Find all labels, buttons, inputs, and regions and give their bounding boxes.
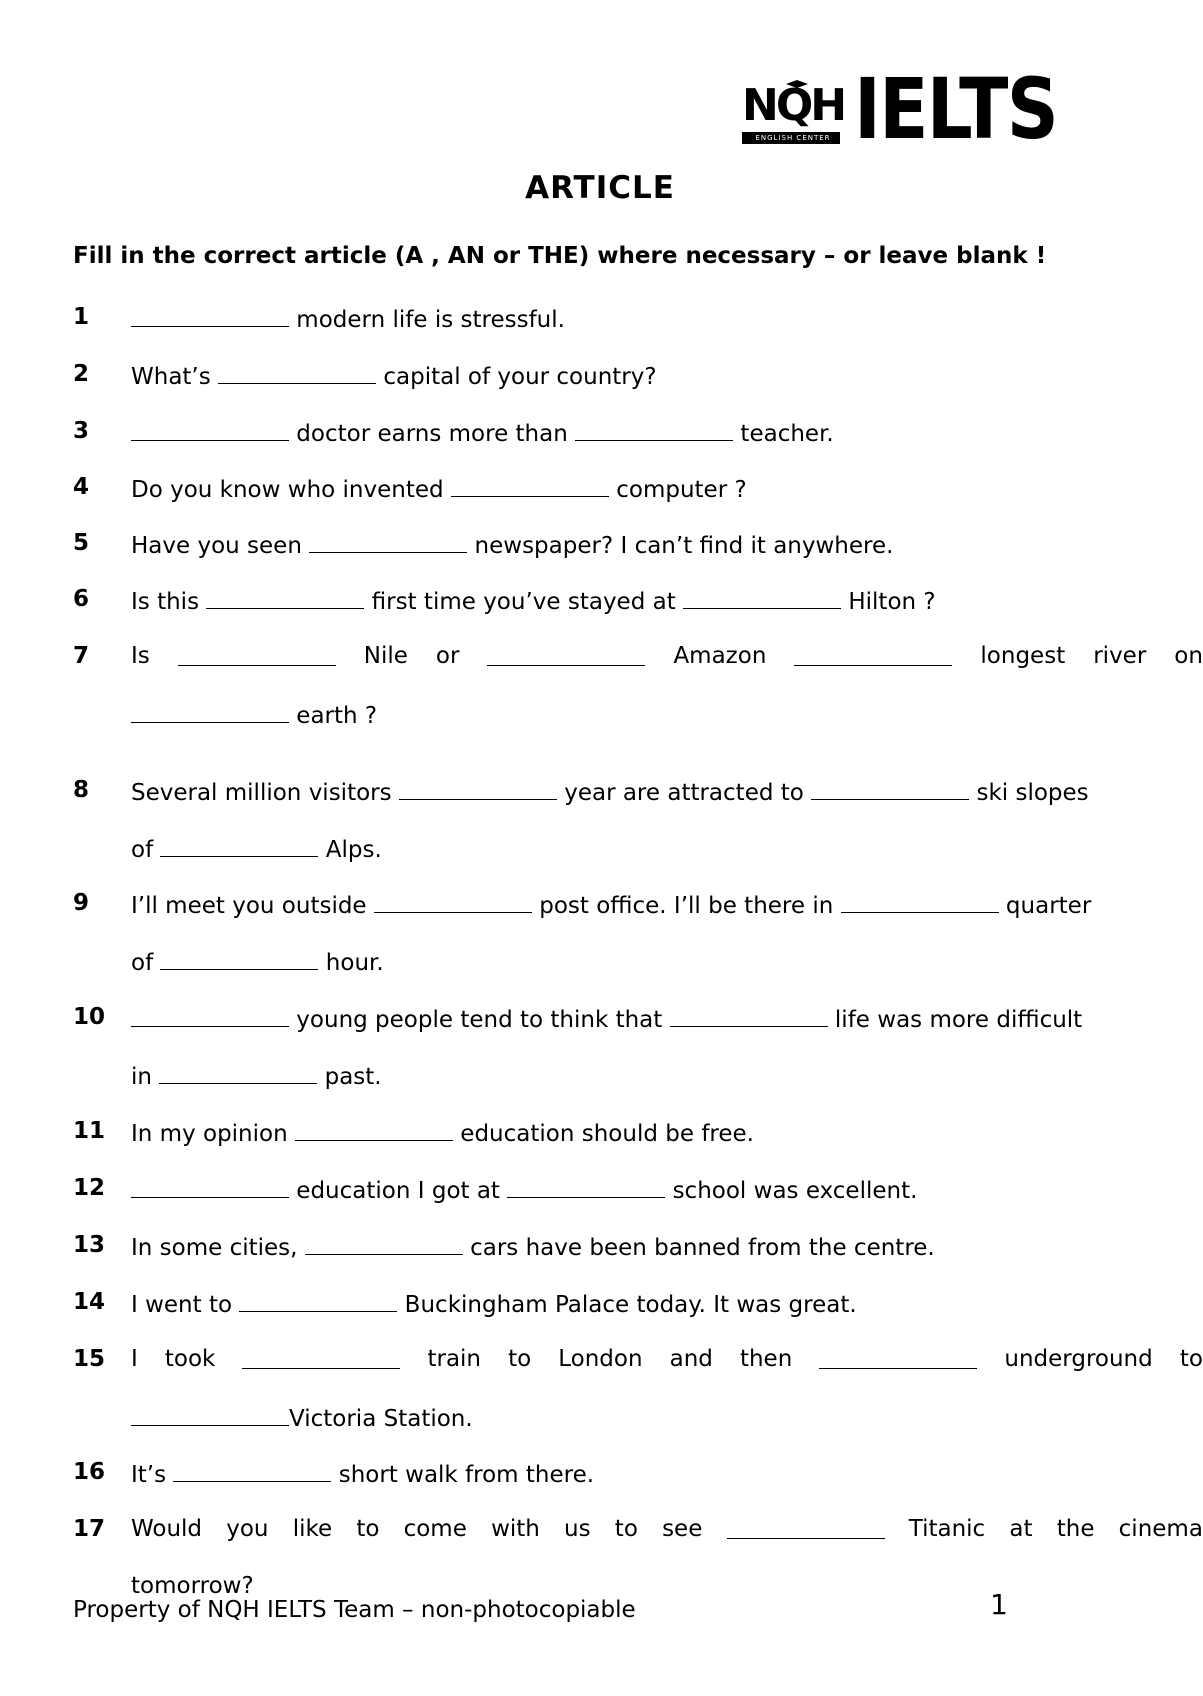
question-text: first time you’ve stayed at (364, 589, 684, 615)
question-number: 11 (73, 1118, 106, 1144)
instruction: Fill in the correct article (A , AN or THE) where necessary – or leave blank ! (73, 243, 1047, 269)
question-text: In my opinion (131, 1121, 295, 1147)
question-line (131, 834, 1203, 863)
question-number: 3 (73, 418, 90, 444)
question-text: train (427, 1346, 482, 1372)
question-line (131, 777, 1203, 806)
answer-blank[interactable] (487, 643, 645, 666)
question-text: and (669, 1346, 713, 1372)
question-text: you (226, 1516, 269, 1542)
question-text: I (131, 1346, 138, 1372)
question-text: life was more difficult (827, 1007, 1083, 1033)
answer-blank[interactable] (811, 777, 969, 800)
question-text: took (164, 1346, 216, 1372)
question-text: newspaper? I can’t find it anywhere. (467, 533, 894, 559)
answer-blank[interactable] (206, 586, 364, 609)
answer-blank[interactable] (160, 834, 318, 857)
question-text: river (1093, 643, 1147, 669)
answer-blank[interactable] (131, 418, 289, 441)
question-line (131, 304, 1203, 333)
question-text: school was excellent. (665, 1178, 918, 1204)
answer-blank[interactable] (131, 1403, 289, 1426)
question-text: Is (131, 643, 150, 669)
question-number: 8 (73, 777, 90, 803)
answer-blank[interactable] (819, 1346, 977, 1369)
question-text: at (1009, 1516, 1033, 1542)
question-number: 13 (73, 1232, 106, 1258)
question-number: 5 (73, 530, 90, 556)
answer-blank[interactable] (670, 1004, 828, 1027)
question-text: post office. I’ll be there in (531, 893, 841, 919)
page-title: ARTICLE (525, 170, 675, 206)
question-text: It’s (131, 1462, 174, 1488)
answer-blank[interactable] (841, 890, 999, 913)
question-line (131, 1289, 1203, 1318)
question-line (131, 418, 1203, 447)
question-text: modern life is stressful. (289, 307, 565, 333)
question-line (131, 1004, 1203, 1033)
question-text: us (564, 1516, 591, 1542)
question-line (131, 1573, 1203, 1599)
question-line (131, 643, 1203, 669)
question-text: to (356, 1516, 380, 1542)
question-line (131, 1232, 1203, 1261)
question-text: on (1174, 643, 1203, 669)
question-text: doctor earns more than (289, 421, 576, 447)
question-text: In some cities, (131, 1235, 305, 1261)
question-text: see (662, 1516, 703, 1542)
question-text: the (1056, 1516, 1095, 1542)
question-text: year are attracted to (556, 780, 812, 806)
question-text: to (614, 1516, 638, 1542)
answer-blank[interactable] (794, 643, 952, 666)
question-number: 14 (73, 1289, 106, 1315)
question-text: hour. (318, 950, 384, 976)
question-text: Do you know who invented (131, 477, 451, 503)
question-text: young people tend to think that (289, 1007, 670, 1033)
answer-blank[interactable] (451, 474, 609, 497)
question-number: 9 (73, 890, 90, 916)
question-text: of (131, 950, 161, 976)
question-text: like (292, 1516, 333, 1542)
question-line (131, 1175, 1203, 1204)
question-line (131, 474, 1203, 503)
question-text: quarter (998, 893, 1092, 919)
answer-blank[interactable] (239, 1289, 397, 1312)
answer-blank[interactable] (295, 1118, 453, 1141)
question-text: I went to (131, 1292, 240, 1318)
question-text: Is this (131, 589, 207, 615)
question-text: I’ll meet you outside (131, 893, 374, 919)
answer-blank[interactable] (399, 777, 557, 800)
answer-blank[interactable] (218, 361, 376, 384)
question-text: of (131, 837, 161, 863)
ielts-wordmark: IELTS (854, 60, 1058, 158)
question-number: 1 (73, 304, 90, 330)
answer-blank[interactable] (160, 947, 318, 970)
question-text: capital of your country? (376, 364, 657, 390)
question-text: past. (317, 1064, 382, 1090)
question-number: 7 (73, 643, 90, 669)
question-text: tomorrow? (131, 1573, 254, 1599)
question-line (131, 361, 1203, 390)
question-text: Alps. (318, 837, 382, 863)
question-text: underground (1004, 1346, 1153, 1372)
answer-blank[interactable] (683, 586, 841, 609)
question-text: short walk from there. (331, 1462, 595, 1488)
question-text: Several million visitors (131, 780, 399, 806)
question-number: 4 (73, 474, 90, 500)
answer-blank[interactable] (159, 1061, 317, 1084)
question-text: Have you seen (131, 533, 310, 559)
page-number: 1 (990, 1588, 1008, 1621)
question-text: education I got at (289, 1178, 508, 1204)
answer-blank[interactable] (173, 1459, 331, 1482)
question-text: What’s (131, 364, 219, 390)
question-number: 16 (73, 1459, 106, 1485)
question-text: or (435, 643, 460, 669)
answer-blank[interactable] (178, 643, 336, 666)
question-text: teacher. (733, 421, 834, 447)
question-text: Hilton ? (841, 589, 936, 615)
question-line (131, 947, 1203, 976)
question-line (131, 1346, 1203, 1372)
question-text: computer ? (608, 477, 747, 503)
question-text: to (508, 1346, 532, 1372)
question-text: cinema (1118, 1516, 1203, 1542)
question-line (131, 530, 1203, 559)
question-text: to (1179, 1346, 1203, 1372)
question-text: Amazon (673, 643, 767, 669)
question-line (131, 1061, 1203, 1090)
question-text: education should be free. (453, 1121, 754, 1147)
answer-blank[interactable] (242, 1346, 400, 1369)
answer-blank[interactable] (305, 1232, 463, 1255)
question-text: longest (980, 643, 1066, 669)
answer-blank[interactable] (575, 418, 733, 441)
nqh-brand-sub: ENGLISH CENTER (755, 134, 831, 142)
question-text: then (739, 1346, 793, 1372)
question-text: in (131, 1064, 160, 1090)
question-text: Nile (363, 643, 408, 669)
question-line (131, 1459, 1203, 1488)
question-number: 6 (73, 586, 90, 612)
nqh-logo-mark (742, 82, 844, 146)
answer-blank[interactable] (131, 700, 289, 723)
answer-blank[interactable] (131, 1175, 289, 1198)
footer-text: Property of NQH IELTS Team – non-photocopiable (73, 1597, 636, 1623)
question-text: come (403, 1516, 467, 1542)
question-line (131, 700, 1203, 729)
question-text: Titanic (908, 1516, 986, 1542)
answer-blank[interactable] (309, 530, 467, 553)
question-text: London (558, 1346, 643, 1372)
question-number: 15 (73, 1346, 106, 1372)
answer-blank[interactable] (507, 1175, 665, 1198)
question-line (131, 1403, 1203, 1432)
question-line (131, 1118, 1203, 1147)
answer-blank[interactable] (131, 304, 289, 327)
question-text: Buckingham Palace today. It was great. (397, 1292, 857, 1318)
nqh-brand: NQH (742, 80, 845, 131)
question-number: 2 (73, 361, 90, 387)
question-line (131, 1516, 1203, 1542)
question-text: ski slopes (969, 780, 1089, 806)
nqh-ielts-logo (742, 60, 1062, 158)
answer-blank[interactable] (727, 1516, 885, 1539)
question-text: Victoria Station. (289, 1406, 473, 1432)
question-text: Would (131, 1516, 203, 1542)
question-number: 12 (73, 1175, 106, 1201)
question-text: cars have been banned from the centre. (462, 1235, 935, 1261)
question-text: with (491, 1516, 540, 1542)
answer-blank[interactable] (131, 1004, 289, 1027)
question-number: 17 (73, 1516, 106, 1542)
question-text: earth ? (289, 703, 378, 729)
question-number: 10 (73, 1004, 106, 1030)
question-line (131, 890, 1203, 919)
answer-blank[interactable] (374, 890, 532, 913)
question-line (131, 586, 1203, 615)
